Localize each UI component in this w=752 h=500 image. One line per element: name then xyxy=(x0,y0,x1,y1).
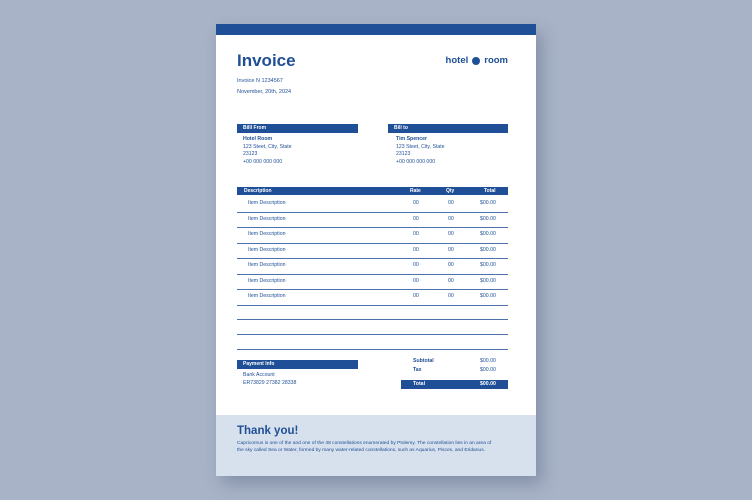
row-description: Item Description xyxy=(248,231,286,237)
row-qty: 00 xyxy=(448,231,454,237)
total-label: Total xyxy=(413,381,426,387)
bill-to-phone: +00 000 000 000 xyxy=(396,158,436,165)
col-qty-header: Qty xyxy=(446,188,455,194)
row-rate: 00 xyxy=(413,200,419,206)
row-rate: 00 xyxy=(413,293,419,299)
thank-you-heading: Thank you! xyxy=(237,425,299,437)
subtotal-value: $00.00 xyxy=(480,358,496,364)
logo-text-right: room xyxy=(484,55,508,66)
table-row xyxy=(237,243,508,260)
logo-text-left: hotel xyxy=(445,55,469,66)
top-accent-bar xyxy=(216,24,536,35)
col-total-header: Total xyxy=(484,188,496,194)
bill-to-header: Bill to xyxy=(388,124,508,133)
empty-row-divider xyxy=(237,319,508,320)
empty-row-divider xyxy=(237,334,508,335)
table-row xyxy=(237,274,508,291)
empty-row-divider xyxy=(237,349,508,350)
row-description: Item Description xyxy=(248,200,286,206)
footer-note: Capricornus is one of the and one of the 48 constellations enumerated by Ptolemy. The constellation lies in an area of the sky called Sea or Water, formed by many water-related constellations, such as Aquarius, Pisces, and Eridanus. xyxy=(237,441,492,453)
row-description: Item Description xyxy=(248,215,286,222)
bill-to-zip: 23123 xyxy=(396,151,411,158)
subtotal-label: Subtotal xyxy=(413,358,434,364)
bill-to-block xyxy=(396,136,445,166)
items-table-header xyxy=(237,187,508,195)
total-value: $00.00 xyxy=(480,381,496,387)
col-description-header: Description xyxy=(244,188,272,194)
row-description: Item Description xyxy=(248,293,286,299)
payment-info-header: Payment Info xyxy=(237,360,358,369)
thank-you-footer xyxy=(216,415,536,476)
row-total: $00.00 xyxy=(480,262,496,268)
tax-label: Tax xyxy=(413,367,422,373)
bill-to-address: 123 Steet, City, State xyxy=(396,143,445,150)
row-rate: 00 xyxy=(413,277,419,284)
bill-from-name: Hotel Room xyxy=(243,136,273,142)
row-total: $00.00 xyxy=(480,215,496,222)
row-qty: 00 xyxy=(448,246,454,253)
bill-to-name: Tim Spencer xyxy=(396,136,428,142)
row-rate: 00 xyxy=(413,262,419,268)
row-rate: 00 xyxy=(413,215,419,222)
bill-from-address: 123 Steet, City, State xyxy=(243,143,292,150)
invoice-date: November, 20th, 2024 xyxy=(237,89,292,95)
table-row xyxy=(237,227,508,244)
invoice-number: Invoice N 1234567 xyxy=(237,78,283,84)
row-description: Item Description xyxy=(248,246,286,253)
row-qty: 00 xyxy=(448,200,454,206)
row-qty: 00 xyxy=(448,277,454,284)
table-row xyxy=(237,289,508,306)
tax-value: $00.00 xyxy=(480,367,496,373)
payment-info-block xyxy=(243,372,296,387)
bill-from-phone: +00 000 000 000 xyxy=(243,158,283,165)
row-total: $00.00 xyxy=(480,200,496,206)
bill-from-zip: 23123 xyxy=(243,151,258,158)
table-row xyxy=(237,196,508,213)
row-qty: 00 xyxy=(448,262,454,268)
row-description: Item Description xyxy=(248,277,286,284)
bank-account-label: Bank Account xyxy=(243,372,275,378)
row-description: Item Description xyxy=(248,262,286,268)
row-total: $00.00 xyxy=(480,277,496,284)
invoice-title: Invoice xyxy=(237,51,296,70)
table-row xyxy=(237,212,508,229)
bank-account-number: ER73829 27382 28338 xyxy=(243,379,297,386)
logo-dot-icon xyxy=(472,57,480,65)
row-rate: 00 xyxy=(413,246,419,253)
total-bar xyxy=(401,380,508,389)
row-total: $00.00 xyxy=(480,231,496,237)
row-total: $00.00 xyxy=(480,293,496,299)
table-row xyxy=(237,258,508,275)
hotel-room-logo xyxy=(446,55,508,66)
row-rate: 00 xyxy=(413,231,419,237)
col-rate-header: Rate xyxy=(410,188,421,194)
row-total: $00.00 xyxy=(480,246,496,253)
row-qty: 00 xyxy=(448,293,454,299)
invoice-document xyxy=(216,24,536,476)
bill-from-block xyxy=(243,136,292,166)
row-qty: 00 xyxy=(448,215,454,222)
bill-from-header: Billl From xyxy=(237,124,358,133)
